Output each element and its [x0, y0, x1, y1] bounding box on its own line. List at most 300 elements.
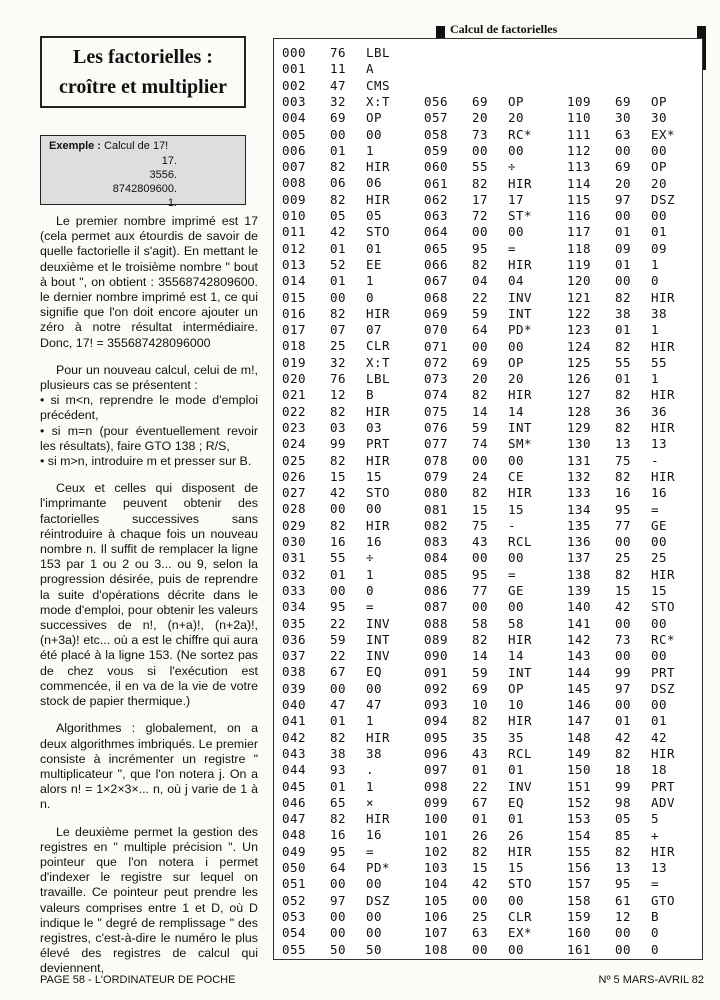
listing-step: 104	[424, 876, 449, 892]
listing-step: 033	[282, 582, 307, 598]
listing-step: 047	[282, 811, 307, 827]
listing-step: 065	[424, 240, 449, 256]
listing-key: 14	[508, 403, 525, 419]
listing-step: 133	[567, 485, 592, 501]
listing-step: 009	[282, 191, 307, 207]
listing-key: PRT	[366, 436, 391, 452]
listing-step: 105	[424, 892, 449, 908]
listing-code: 22	[472, 778, 489, 794]
listing-code: 76	[330, 371, 347, 386]
listing-code: 95	[330, 843, 347, 859]
listing-key: 50	[366, 941, 383, 957]
listing-code: 01	[330, 778, 347, 794]
example-output-line: 17.	[161, 155, 177, 167]
bullet-item: • si m>n, introduire m et presser sur B.	[40, 454, 252, 469]
listing-step: 027	[282, 485, 307, 501]
listing-key: SM*	[508, 436, 533, 452]
listing-step: 154	[567, 827, 592, 843]
listing-key: RC*	[508, 126, 533, 142]
listing-step: 110	[567, 110, 592, 126]
listing-step: 142	[567, 631, 592, 647]
listing-code: 15	[615, 583, 632, 598]
listing-key: EQ	[508, 794, 525, 810]
footer-left: PAGE 58 - L'ORDINATEUR DE POCHE	[40, 974, 236, 986]
listing-step: 137	[567, 550, 592, 566]
listing-code: 82	[330, 452, 347, 468]
listing-step: 076	[424, 420, 449, 435]
listing-code: 00	[615, 697, 632, 713]
listing-step: 049	[282, 843, 307, 859]
listing-code: 00	[615, 273, 632, 289]
listing-key: ÷	[508, 159, 517, 175]
listing-key: HIR	[651, 420, 676, 435]
listing-code: 42	[615, 729, 632, 745]
listing-key: STO	[508, 876, 533, 892]
listing-key: 20	[508, 110, 525, 126]
listing-key: EQ	[366, 664, 383, 680]
listing-key: 00	[508, 452, 525, 468]
listing-key: -	[508, 517, 517, 533]
listing-key: INT	[366, 631, 391, 647]
listing-step: 101	[424, 827, 449, 843]
listing-key: CMS	[366, 77, 391, 93]
listing-code: 82	[615, 566, 632, 582]
listing-key: 18	[651, 762, 668, 778]
listing-code: 43	[472, 746, 489, 761]
listing-key: B	[651, 909, 660, 924]
listing-step: 119	[567, 257, 592, 272]
listing-step: 112	[567, 142, 592, 158]
listing-code: 52	[330, 256, 347, 272]
listing-code: 61	[615, 892, 632, 908]
listing-step: 052	[282, 892, 307, 908]
listing-key: 20	[508, 371, 525, 387]
listing-code: 82	[472, 175, 489, 191]
listing-code: 00	[330, 876, 347, 892]
listing-code: 97	[330, 892, 347, 908]
listing-key: PD*	[366, 860, 391, 875]
listing-step: 153	[567, 811, 592, 827]
listing-key: HIR	[651, 338, 676, 354]
listing-key: =	[366, 599, 375, 615]
title-line-1: Les factorielles :	[73, 46, 213, 68]
listing-key: RCL	[508, 534, 533, 550]
listing-key: 01	[508, 811, 525, 827]
listing-code: 20	[472, 110, 489, 126]
listing-key: 00	[508, 941, 525, 957]
listing-key: 03	[366, 419, 383, 435]
listing-key: GE	[508, 583, 525, 598]
listing-code: 95	[472, 240, 489, 256]
listing-step: 098	[424, 778, 449, 794]
listing-key: 1	[651, 371, 660, 387]
listing-step: 066	[424, 257, 449, 272]
example-output-line: 8742809600.	[112, 183, 177, 195]
listing-step: 109	[567, 94, 592, 109]
listing-key: =	[651, 501, 660, 517]
listing-code: 59	[472, 664, 489, 680]
listing-key: HIR	[651, 746, 676, 761]
listing-step: 067	[424, 273, 449, 289]
listing-step: 045	[282, 778, 307, 794]
listing-code: 82	[472, 843, 489, 859]
listing-step: 152	[567, 794, 592, 810]
listing-key: 25	[651, 550, 668, 566]
listing-code: 14	[472, 403, 489, 419]
listing-key: 00	[508, 599, 525, 615]
listing-key: STO	[651, 599, 676, 615]
listing-code: 00	[615, 941, 632, 957]
listing-key: OP	[508, 354, 525, 370]
listing-code: 82	[472, 485, 489, 501]
listing-step: 042	[282, 729, 307, 745]
listing-code: 74	[472, 436, 489, 452]
listing-code: 03	[330, 419, 347, 435]
listing-key: DSZ	[651, 191, 676, 207]
listing-step: 099	[424, 794, 449, 810]
listing-key: 14	[508, 648, 525, 664]
listing-step: 147	[567, 713, 592, 729]
listing-step: 123	[567, 322, 592, 338]
listing-code: 32	[330, 93, 347, 109]
listing-key: EE	[366, 256, 383, 272]
listing-key: 16	[366, 534, 383, 549]
listing-code: 55	[472, 159, 489, 175]
listing-code: 67	[472, 794, 489, 810]
listing-step: 071	[424, 338, 449, 354]
listing-key: HIR	[366, 305, 391, 321]
listing-key: GTO	[651, 892, 676, 908]
listing-code: 01	[330, 713, 347, 729]
listing-key: 00	[651, 534, 668, 550]
listing-code: 01	[615, 371, 632, 387]
listing-step: 126	[567, 371, 592, 387]
listing-code: 72	[472, 208, 489, 224]
listing-step: 151	[567, 778, 592, 794]
listing-code: 82	[330, 305, 347, 321]
listing-key: 1	[651, 257, 660, 272]
listing-step: 030	[282, 534, 307, 549]
listing-step: 073	[424, 371, 449, 387]
listing-code: 99	[615, 664, 632, 680]
listing-key: 15	[508, 501, 525, 517]
listing-key: RCL	[508, 746, 533, 761]
listing-code: 99	[615, 778, 632, 794]
listing-key: PD*	[508, 322, 533, 338]
example-box	[40, 135, 246, 209]
listing-key: 1	[366, 778, 375, 794]
listing-code: 75	[615, 452, 632, 468]
title-line-2: croître et multiplier	[58, 76, 228, 98]
listing-code: 82	[472, 713, 489, 729]
listing-key: ST*	[508, 208, 533, 224]
listing-code: 76	[330, 45, 347, 60]
listing-code: 69	[472, 680, 489, 696]
listing-key: 15	[651, 583, 668, 598]
listing-code: 01	[330, 566, 347, 582]
listing-step: 062	[424, 191, 449, 207]
listing-code: 25	[472, 909, 489, 924]
listing-code: 82	[330, 403, 347, 419]
listing-code: 64	[472, 322, 489, 338]
listing-step: 078	[424, 452, 449, 468]
listing-code: 12	[330, 387, 347, 403]
listing-code: 93	[330, 762, 347, 778]
listing-key: 0	[651, 941, 660, 957]
listing-code: 77	[615, 517, 632, 533]
listing-step: 130	[567, 436, 592, 452]
listing-step: 084	[424, 550, 449, 566]
listing-code: 59	[330, 631, 347, 647]
listing-key: 04	[508, 273, 525, 289]
listing-key: 00	[366, 501, 383, 517]
listing-step: 096	[424, 746, 449, 761]
listing-code: 85	[615, 827, 632, 843]
listing-key: STO	[366, 224, 391, 240]
listing-key: 10	[508, 697, 525, 713]
listing-code: 00	[472, 338, 489, 354]
listing-code: 95	[615, 501, 632, 517]
listing-key: 1	[366, 273, 375, 289]
listing-step: 158	[567, 892, 592, 908]
listing-code: 82	[330, 517, 347, 533]
listing-step: 044	[282, 762, 307, 778]
listing-code: 20	[615, 175, 632, 191]
listing-key: LBL	[366, 371, 391, 386]
listing-step: 148	[567, 729, 592, 745]
listing-step: 064	[424, 224, 449, 240]
listing-code: 82	[615, 843, 632, 859]
listing-code: 75	[472, 517, 489, 533]
listing-key: 0	[366, 582, 375, 598]
listing-key: 16	[651, 485, 668, 501]
listing-step: 035	[282, 615, 307, 631]
listing-code: 73	[615, 631, 632, 647]
listing-step: 135	[567, 517, 592, 533]
listing-code: 26	[472, 827, 489, 843]
listing-key: INV	[366, 615, 391, 631]
listing-code: 01	[615, 322, 632, 338]
listing-step: 021	[282, 387, 307, 403]
listing-code: 06	[330, 175, 347, 191]
listing-key: 5	[651, 811, 660, 827]
listing-code: 15	[472, 860, 489, 876]
listing-key: DSZ	[651, 680, 676, 696]
listing-code: 22	[330, 615, 347, 631]
listing-key: 01	[651, 224, 668, 240]
listing-step: 121	[567, 289, 592, 305]
listing-step: 038	[282, 664, 307, 680]
listing-key: CLR	[366, 338, 391, 354]
listing-step: 010	[282, 208, 307, 223]
listing-step: 057	[424, 110, 449, 126]
listing-key: 00	[651, 615, 668, 631]
listing-code: 09	[615, 240, 632, 256]
listing-step: 041	[282, 713, 307, 729]
listing-key: LBL	[366, 45, 391, 60]
listing-step: 159	[567, 909, 592, 924]
listing-code: 42	[330, 224, 347, 240]
listing-step: 124	[567, 338, 592, 354]
listing-code: 01	[330, 142, 347, 158]
listing-code: 69	[472, 94, 489, 109]
listing-code: 67	[330, 664, 347, 680]
listing-step: 025	[282, 452, 307, 468]
listing-key: INV	[508, 778, 533, 794]
listing-step: 102	[424, 843, 449, 859]
listing-step: 005	[282, 126, 307, 142]
bullet-item: • si m<n, reprendre le mode d'emploi précédent,	[40, 393, 258, 423]
listing-code: 59	[472, 420, 489, 435]
listing-step: 024	[282, 436, 307, 452]
listing-step: 051	[282, 876, 307, 892]
listing-key: 17	[508, 191, 525, 207]
listing-key: INT	[508, 305, 533, 321]
listing-key: 00	[366, 925, 383, 941]
listing-key: 1	[366, 713, 375, 729]
listing-code: 30	[615, 110, 632, 126]
listing-key: ADV	[651, 794, 676, 810]
listing-code: 01	[615, 257, 632, 272]
listing-code: 15	[472, 501, 489, 517]
listing-key: HIR	[366, 811, 391, 827]
listing-code: 82	[330, 159, 347, 175]
listing-step: 028	[282, 501, 307, 517]
listing-key: =	[508, 566, 517, 582]
listing-key: 26	[508, 827, 525, 843]
listing-key: 07	[366, 322, 383, 338]
listing-step: 113	[567, 159, 592, 175]
listing-code: 77	[472, 583, 489, 598]
listing-step: 036	[282, 631, 307, 647]
listing-key: CE	[508, 468, 525, 484]
listing-step: 014	[282, 273, 307, 289]
listing-step: 008	[282, 175, 307, 191]
listing-key: HIR	[366, 159, 391, 175]
listing-code: 05	[330, 208, 347, 223]
listing-step: 001	[282, 61, 307, 77]
listing-key: 16	[366, 827, 383, 843]
listing-step: 143	[567, 648, 592, 664]
listing-key: HIR	[651, 468, 676, 484]
listing-key: 00	[366, 680, 383, 696]
listing-key: 13	[651, 436, 668, 452]
listing-step: 086	[424, 583, 449, 598]
listing-step: 059	[424, 142, 449, 158]
listing-step: 132	[567, 468, 592, 484]
listing-code: 16	[330, 827, 347, 843]
listing-step: 015	[282, 289, 307, 305]
paragraph: Le premier nombre imprimé est 17 (cela permet aux étourdis de savoir de quelle factorielle il s'agit). En mettant le deuxième et le troisième nombre " bout à bout ", on obtient : 35568742809600. le dernier nombre imprimé est 1, ce qui signifie que l'on doit encore ajouter un zéro à notre résultat intermédiaire. Donc, 17! = 355687428096000	[40, 214, 258, 350]
listing-key: 00	[651, 142, 668, 158]
listing-step: 017	[282, 322, 307, 338]
listing-key: HIR	[366, 729, 391, 745]
listing-step: 122	[567, 305, 592, 321]
listing-code: 82	[615, 468, 632, 484]
listing-code: 42	[615, 599, 632, 615]
listing-step: 117	[567, 224, 592, 240]
listing-key: 47	[366, 697, 383, 712]
listing-code: 42	[330, 485, 347, 501]
listing-key: INT	[508, 664, 533, 680]
listing-step: 022	[282, 403, 307, 419]
example-output-line: 1.	[167, 197, 177, 209]
listing-key: 00	[366, 908, 383, 924]
listing-step: 019	[282, 354, 307, 370]
listing-step: 134	[567, 501, 592, 517]
listing-step: 157	[567, 876, 592, 892]
listing-key: 01	[651, 713, 668, 729]
listing-code: 12	[615, 909, 632, 924]
listing-step: 043	[282, 745, 307, 761]
listing-key: OP	[508, 680, 525, 696]
listing-code: 69	[615, 94, 632, 109]
listing-key: HIR	[508, 713, 533, 729]
listing-key: 09	[651, 240, 668, 256]
listing-key: OP	[508, 94, 525, 109]
listing-code: 82	[615, 746, 632, 761]
listing-code: 17	[472, 191, 489, 207]
listing-step: 063	[424, 208, 449, 224]
listing-key: 30	[651, 110, 668, 126]
listing-step: 156	[567, 860, 592, 876]
example-label: Exemple :	[49, 140, 101, 152]
listing-step: 083	[424, 534, 449, 550]
listing-code: 59	[472, 305, 489, 321]
listing-code: 36	[615, 403, 632, 419]
listing-code: 01	[330, 273, 347, 289]
listing-code: 01	[472, 762, 489, 778]
listing-code: 32	[330, 354, 347, 370]
listing-step: 085	[424, 566, 449, 582]
paragraph: Pour un nouveau calcul, celui de m!, plusieurs cas se présentent :	[40, 362, 258, 393]
listing-step: 046	[282, 794, 307, 810]
listing-code: 00	[472, 599, 489, 615]
listing-code: 55	[330, 550, 347, 566]
listing-key: CLR	[508, 909, 533, 924]
listing-step: 095	[424, 729, 449, 745]
listing-step: 150	[567, 762, 592, 778]
listing-step: 020	[282, 371, 307, 386]
listing-code: 14	[472, 648, 489, 664]
listing-step: 018	[282, 338, 307, 354]
listing-key: EX*	[508, 925, 533, 941]
listing-key: HIR	[366, 452, 391, 468]
listing-code: 00	[330, 908, 347, 924]
listing-step: 006	[282, 142, 307, 158]
listing-step: 031	[282, 550, 307, 566]
listing-code: 65	[330, 794, 347, 810]
article-title	[40, 36, 246, 108]
listing-step: 054	[282, 925, 307, 941]
listing-step: 077	[424, 436, 449, 452]
listing-step: 146	[567, 697, 592, 713]
listing-key: X:T	[366, 93, 391, 109]
listing-step: 090	[424, 648, 449, 664]
listing-step: 108	[424, 941, 449, 957]
listing-step: 129	[567, 420, 592, 435]
listing-key: 01	[366, 240, 383, 256]
listing-step: 106	[424, 909, 449, 924]
listing-code: 82	[615, 289, 632, 305]
listing-code: 43	[472, 534, 489, 550]
listing-key: INV	[366, 648, 391, 664]
listing-step: 087	[424, 599, 449, 615]
paragraph: Ceux et celles qui disposent de l'imprimante peuvent obtenir des factorielles successives sans réintroduire à chaque fois un nouveau nombre n. Il suffit de remplacer la ligne 153 par 1 ou 2 ou 3... ou 9, selon la progression désirée, puis de reprendre la suite d'opérations décrite dans le mode d'emploi, pour obtenir les valeurs successives de n!, (n+a)!, (n+2a)!, (n+3a)! etc... où a est le chiffre qui aura été placé à la ligne 153. (Ne sortez pas de chez vous si l'exécution est commencée, il en va de la vie de votre stock de papier thermique.)	[40, 481, 258, 709]
listing-step: 011	[282, 224, 307, 240]
listing-code: 05	[615, 811, 632, 827]
listing-code: 04	[472, 273, 489, 289]
